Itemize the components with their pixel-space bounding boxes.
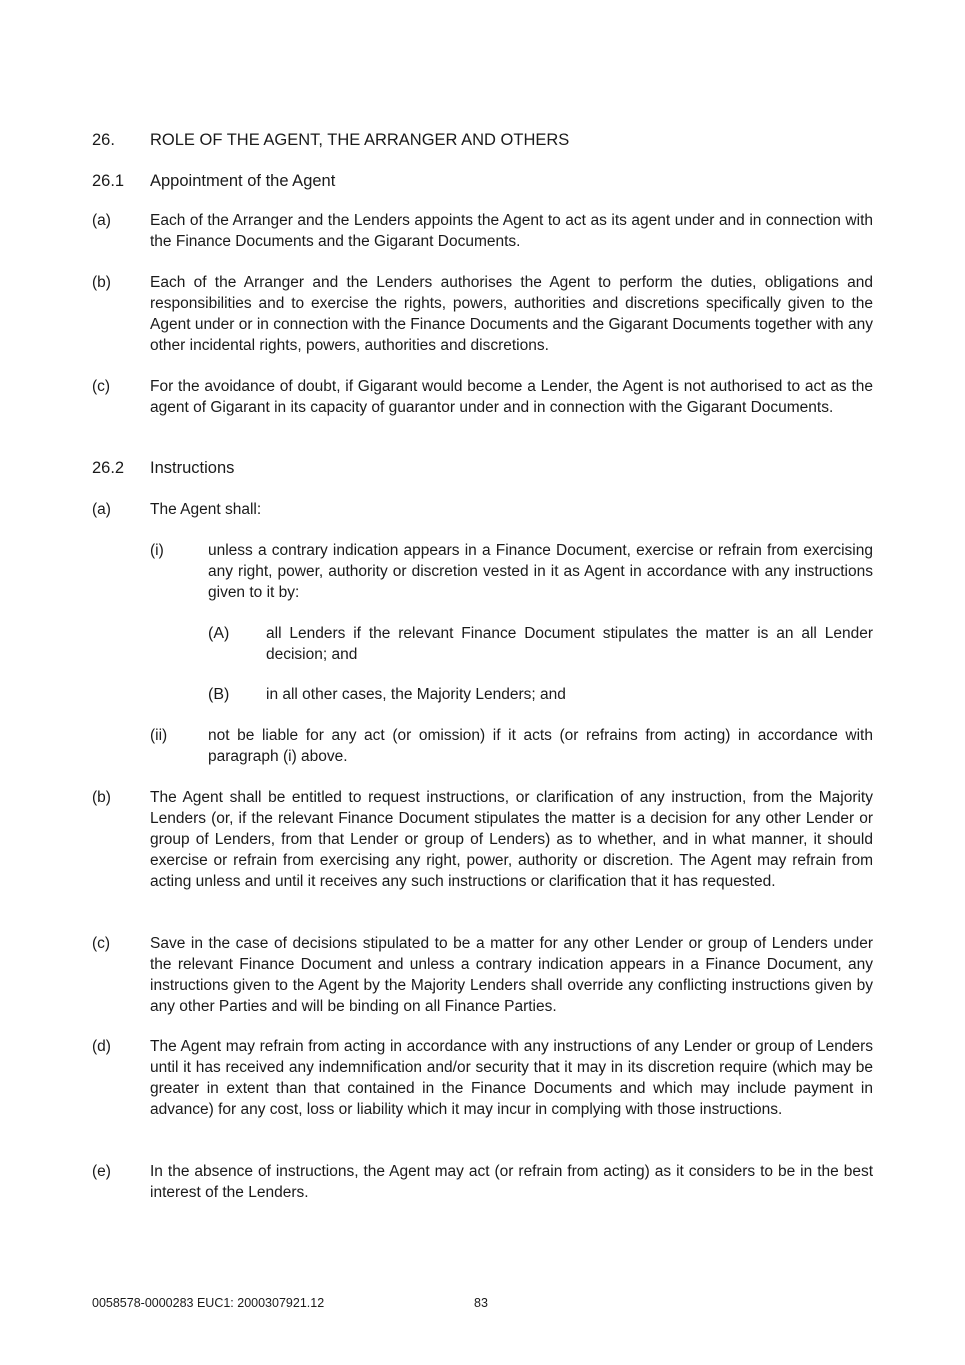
clause-label: (b) — [92, 789, 111, 806]
clause-text: For the avoidance of doubt, if Gigarant would become a Lender, the Agent is not authorised to act as the agent of Gigarant in its capacity of guarantor under and in connection with the Gigarant Documents. — [150, 378, 873, 416]
clause-text: unless a contrary indication appears in a Finance Document, exercise or refrain from exercising any right, power, authority or discretion vested in it as Agent in accordance with any instructions given to it by: — [208, 542, 873, 601]
footer-page-number: 83 — [474, 1296, 488, 1310]
clause-text: In the absence of instructions, the Agent may act (or refrain from acting) as it considers to be in the best interest of the Lenders. — [150, 1163, 873, 1201]
clause-text: The Agent shall: — [150, 501, 262, 518]
subsection-number: 26.2 — [92, 459, 125, 477]
clause-label: (i) — [150, 542, 164, 559]
clause-text: all Lenders if the relevant Finance Document stipulates the matter is an all Lender decision; and — [266, 625, 873, 663]
clause-label: (d) — [92, 1038, 111, 1055]
subsection-title: Appointment of the Agent — [150, 172, 336, 190]
clause-text: The Agent may refrain from acting in accordance with any instructions of any Lender or group of Lenders until it has received any indemnification and/or security that it may in its discretion require (which may be greater in extent than that contained in the Finance Documents and which may include payment in advance) for any cost, loss or liability which it may incur in complying with those instructions. — [150, 1038, 873, 1118]
subsection-number: 26.1 — [92, 172, 125, 190]
subsection-title: Instructions — [150, 459, 235, 477]
clause-label: (B) — [208, 686, 230, 703]
clause-label: (e) — [92, 1163, 111, 1180]
footer-document-reference: 0058578-0000283 EUC1: 2000307921.12 — [92, 1296, 325, 1310]
clause-label: (c) — [92, 378, 111, 395]
clause-text: Each of the Arranger and the Lenders authorises the Agent to perform the duties, obligations and responsibilities and to exercise the rights, powers, authorities and discretions specifically given to the Agent under or in connection with the Finance Documents and the Gigarant Documents together with any other incidental rights, powers, authorities and discretions. — [150, 274, 873, 354]
clause-text: Each of the Arranger and the Lenders appoints the Agent to act as its agent under and in connection with the Finance Documents and the Gigarant Documents. — [150, 212, 873, 250]
clause-text: not be liable for any act (or omission) if it acts (or refrains from acting) in accordance with paragraph (i) above. — [208, 727, 873, 765]
clause-label: (a) — [92, 212, 111, 229]
clause-label: (a) — [92, 501, 111, 518]
clause-label: (ii) — [150, 727, 168, 744]
clause-text: The Agent shall be entitled to request instructions, or clarification of any instruction, from the Majority Lenders (or, if the relevant Finance Document stipulates the matter is a decision for any other Lender or group of Lenders, from that Lender or group of Lenders) as to whether, and in what manner, it should exercise or refrain from exercising any right, power, authority or discretion. The Agent may refrain from acting unless and until it receives any such instructions or clarification that it has requested. — [150, 789, 873, 890]
clause-label: (b) — [92, 274, 111, 291]
section-title: ROLE OF THE AGENT, THE ARRANGER AND OTHERS — [150, 131, 570, 149]
clause-text: in all other cases, the Majority Lenders; and — [266, 686, 566, 703]
clause-label: (A) — [208, 625, 230, 642]
section-number: 26. — [92, 131, 115, 149]
clause-label: (c) — [92, 935, 111, 952]
clause-text: Save in the case of decisions stipulated to be a matter for any other Lender or group of Lenders under the relevant Finance Document and unless a contrary indication appears in a Finance Document, any instructions given to the Agent by the Majority Lenders shall override any conflicting instructions given by any other Parties and will be binding on all Finance Parties. — [150, 935, 873, 1015]
